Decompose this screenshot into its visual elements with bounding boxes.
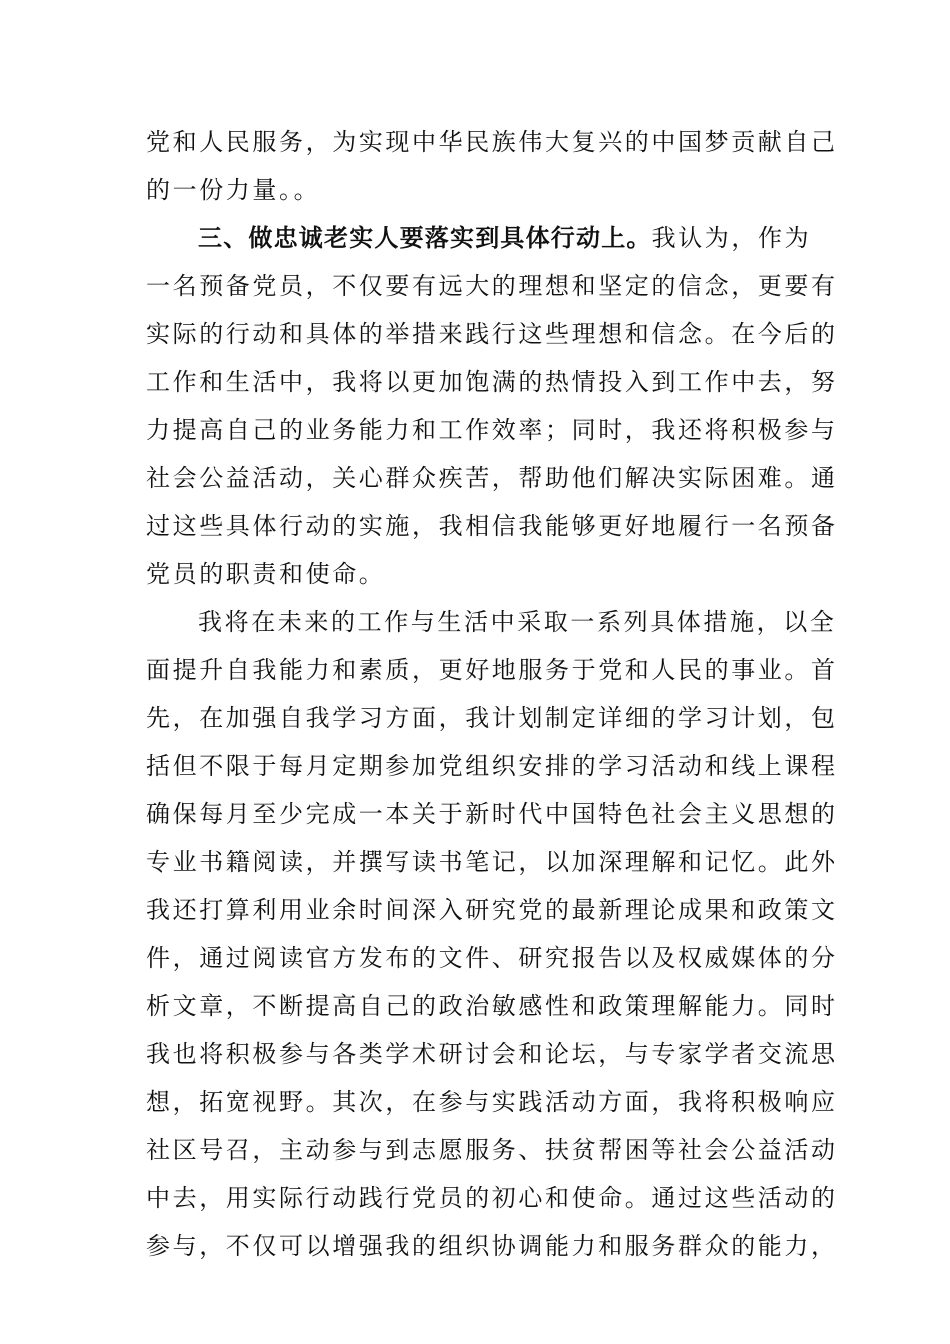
- text-line: 过这些具体行动的实施，我相信我能够更好地履行一名预备: [146, 512, 838, 540]
- text-line: 党员的职责和使命。: [146, 560, 386, 588]
- text-line: 我也将积极参与各类学术研讨会和论坛，与专家学者交流思: [146, 1040, 838, 1068]
- text-line: 一名预备党员，不仅要有远大的理想和坚定的信念，更要有: [146, 272, 838, 300]
- paragraph-section-three: [146, 214, 838, 598]
- text-line: 党和人民服务，为实现中华民族伟大复兴的中国梦贡献自己: [146, 128, 838, 156]
- text-line: 括但不限于每月定期参加党组织安排的学习活动和线上课程: [146, 752, 838, 780]
- heading-line-rest: 我认为，作为: [651, 224, 812, 252]
- text-line: 实际的行动和具体的举措来践行这些理想和信念。在今后的: [146, 320, 838, 348]
- text-line: 析文章，不断提高自己的政治敏感性和政策理解能力。同时: [146, 992, 838, 1020]
- text-line: 参与，不仅可以增强我的组织协调能力和服务群众的能力，: [146, 1232, 838, 1260]
- text-line: 的一份力量。。: [146, 176, 321, 204]
- text-line: 我将在未来的工作与生活中采取一系列具体措施，以全: [198, 608, 837, 636]
- document-body: [146, 118, 838, 1270]
- text-line: 面提升自我能力和素质，更好地服务于党和人民的事业。首: [146, 656, 838, 684]
- text-line: 确保每月至少完成一本关于新时代中国特色社会主义思想的: [146, 800, 838, 828]
- text-line: [146, 214, 812, 262]
- text-line: 我还打算利用业余时间深入研究党的最新理论成果和政策文: [146, 896, 838, 924]
- text-line: 力提高自己的业务能力和工作效率；同时，我还将积极参与: [146, 416, 838, 444]
- paragraph-measures: [146, 598, 838, 1270]
- text-line: 中去，用实际行动践行党员的初心和使命。通过这些活动的: [146, 1184, 838, 1212]
- text-line: 社区号召，主动参与到志愿服务、扶贫帮困等社会公益活动: [146, 1136, 838, 1164]
- text-line: 想，拓宽视野。其次，在参与实践活动方面，我将积极响应: [146, 1088, 838, 1116]
- text-line: 社会公益活动，关心群众疾苦，帮助他们解决实际困难。通: [146, 464, 838, 492]
- text-line: 工作和生活中，我将以更加饱满的热情投入到工作中去，努: [146, 368, 838, 396]
- text-line: 专业书籍阅读，并撰写读书笔记，以加深理解和记忆。此外: [146, 848, 838, 876]
- section-heading: 三、做忠诚老实人要落实到具体行动上。: [198, 224, 652, 252]
- paragraph-continuation: [146, 118, 838, 214]
- text-line: 先，在加强自我学习方面，我计划制定详细的学习计划，包: [146, 704, 838, 732]
- text-line: 件，通过阅读官方发布的文件、研究报告以及权威媒体的分: [146, 944, 838, 972]
